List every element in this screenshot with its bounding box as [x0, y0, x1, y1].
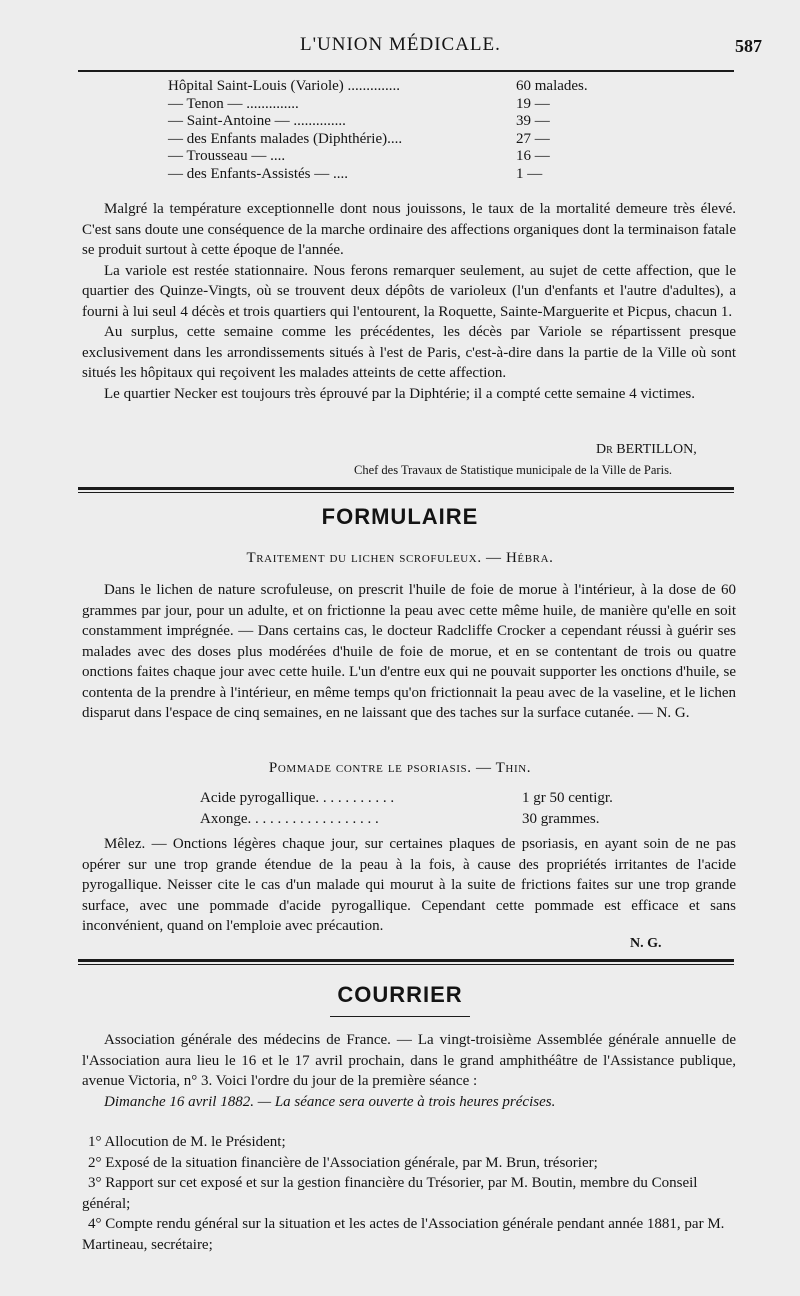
recipe-table — [200, 788, 660, 830]
stat-row: — Saint-Antoine — .............. 39 — — [168, 113, 550, 129]
recipe-row: Acide pyrogallique. . . . . . . . . . . 1 gr 50 centigr. — [200, 790, 613, 806]
paragraph: Dans le lichen de nature scrofuleuse, on prescrit l'huile de foie de morue à l'intérieur, à la dose de 60 grammes par jour, pour un adulte, et on frictionne la peau avec cette même huile, de manière qu'elle en soit constamment imprégnée. — Dans certains cas, le docteur Radcliffe Crocker a cependant réussi à guérir ses malades avec des doses plus modérées d'huile de foie de morue, et en se contentant de trois ou quatre onctions faites chaque jour avec cette huile. L'un d'entre eux qui ne pouvait supporter les onctions d'huile, se contenta de la prendre à l'intérieur, en même temps qu'on frictionnait la peau avec de la vaseline, et le lichen disparut dans l'espace de cinq semaines, en ne laissant que des taches sur la surface cutanée. — N. G. — [82, 582, 736, 721]
list-item: 1° Allocution de M. le Président; — [88, 1134, 286, 1150]
signature: Dr BERTILLON, — [596, 442, 697, 457]
paragraph: Malgré la température exceptionnelle dont nous jouissons, le taux de la mortalité demeure très élevé. C'est sans doute une conséquence de la marche ordinaire des affections organiques dont la terminaison fatale se produit surtout à cette époque de l'année. — [82, 201, 736, 258]
recipe-subtitle: Pommade contre le psoriasis. — Thin. — [268, 760, 532, 776]
courrier-text — [82, 1030, 736, 1112]
paragraph: La variole est restée stationnaire. Nous ferons remarquer seulement, au sujet de cette affection, que le quartier des Quinze-Vingts, où se trouvent deux dépôts de varioleux (l'un d'enfants et l'autre d'adultes), a fourni à lui seul 4 décès et trois quartiers qui l'entourent, la Roquette, Sainte-Marguerite et Picpus, chacun 1. — [82, 262, 736, 320]
formulaire-text — [82, 580, 736, 724]
formulaire-title: FORMULAIRE — [321, 504, 479, 529]
list-item: 3° Rapport sur cet exposé et sur la gestion financière du Trésorier, par M. Boutin, membre du Conseil général; — [82, 1175, 698, 1212]
paragraph: Au surplus, cette semaine comme les précédentes, les décès par Variole se répartissent presque exclusivement dans les arrondissements situés à l'est de Paris, c'est-à-dire dans la partie de la Ville où sont situés les hôpitaux qui reçoivent les malades atteints de cette affection. — [82, 324, 736, 381]
formulaire-text-2 — [82, 834, 736, 937]
stat-row: — Trousseau — .... 16 — — [168, 148, 550, 164]
paragraph: Association générale des médecins de France. — La vingt-troisième Assemblée générale annuelle de l'Association aura lieu le 16 et le 17 avril prochain, dans le grand amphithéâtre de l'Assistance publique, avenue Victoria, n° 3. Voici l'ordre du jour de la première séance : — [82, 1032, 736, 1089]
paragraph: Mêlez. — Onctions légères chaque jour, sur certaines plaques de psoriasis, en ayant soin de ne pas opérer sur une trop grande étendue de la peau à la fois, à cause des propriétés irritantes de l'acide pyrogallique. Neisser cite le cas d'un malade qui mourut à la suite de frictions faites sur une trop grande surface, avec une pommade d'acide pyrogallique. Cependant cette pommade est efficace et sans inconvénient, quand on l'emploie avec précaution. — [82, 836, 736, 934]
stat-row: Hôpital Saint-Louis (Variole) .............. 60 malades. — [168, 78, 588, 94]
courrier-title: COURRIER — [337, 982, 463, 1007]
signature-title: Chef des Travaux de Statistique municipale de la Ville de Paris. — [354, 463, 673, 477]
paragraph: Dimanche 16 avril 1882. — La séance sera ouverte à trois heures précises. — [104, 1093, 556, 1110]
bulletin-text — [82, 199, 736, 404]
journal-title: L'UNION MÉDICALE. — [300, 34, 501, 55]
agenda-list — [82, 1132, 736, 1255]
list-item: 2° Exposé de la situation financière de l'Association générale, par M. Brun, trésorier; — [88, 1154, 598, 1171]
initials: N. G. — [630, 936, 662, 951]
title-underline — [330, 1016, 470, 1017]
recipe-subtitle: Traitement du lichen scrofuleux. — Hébra. — [246, 550, 554, 566]
list-item: 4° Compte rendu général sur la situation et les actes de l'Association générale pendant année 1881, par M. Martineau, secrétaire; — [82, 1216, 725, 1253]
page-number: 587 — [735, 36, 762, 56]
stat-row: — Tenon — .............. 19 — — [168, 95, 550, 112]
stat-row: — des Enfants-Assistés — .... 1 — — [168, 165, 543, 182]
recipe-row: Axonge. . . . . . . . . . . . . . . . . . 30 grammes. — [200, 811, 600, 827]
page-header — [0, 30, 800, 60]
paragraph: Le quartier Necker est toujours très éprouvé par la Diphtérie; il a compté cette semaine 4 victimes. — [104, 385, 696, 402]
section-divider — [78, 487, 734, 493]
hospital-stats-table — [168, 78, 608, 183]
header-rule — [78, 70, 734, 72]
section-divider — [78, 959, 734, 965]
stat-row: — des Enfants malades (Diphthérie).... 27 — — [168, 130, 550, 147]
